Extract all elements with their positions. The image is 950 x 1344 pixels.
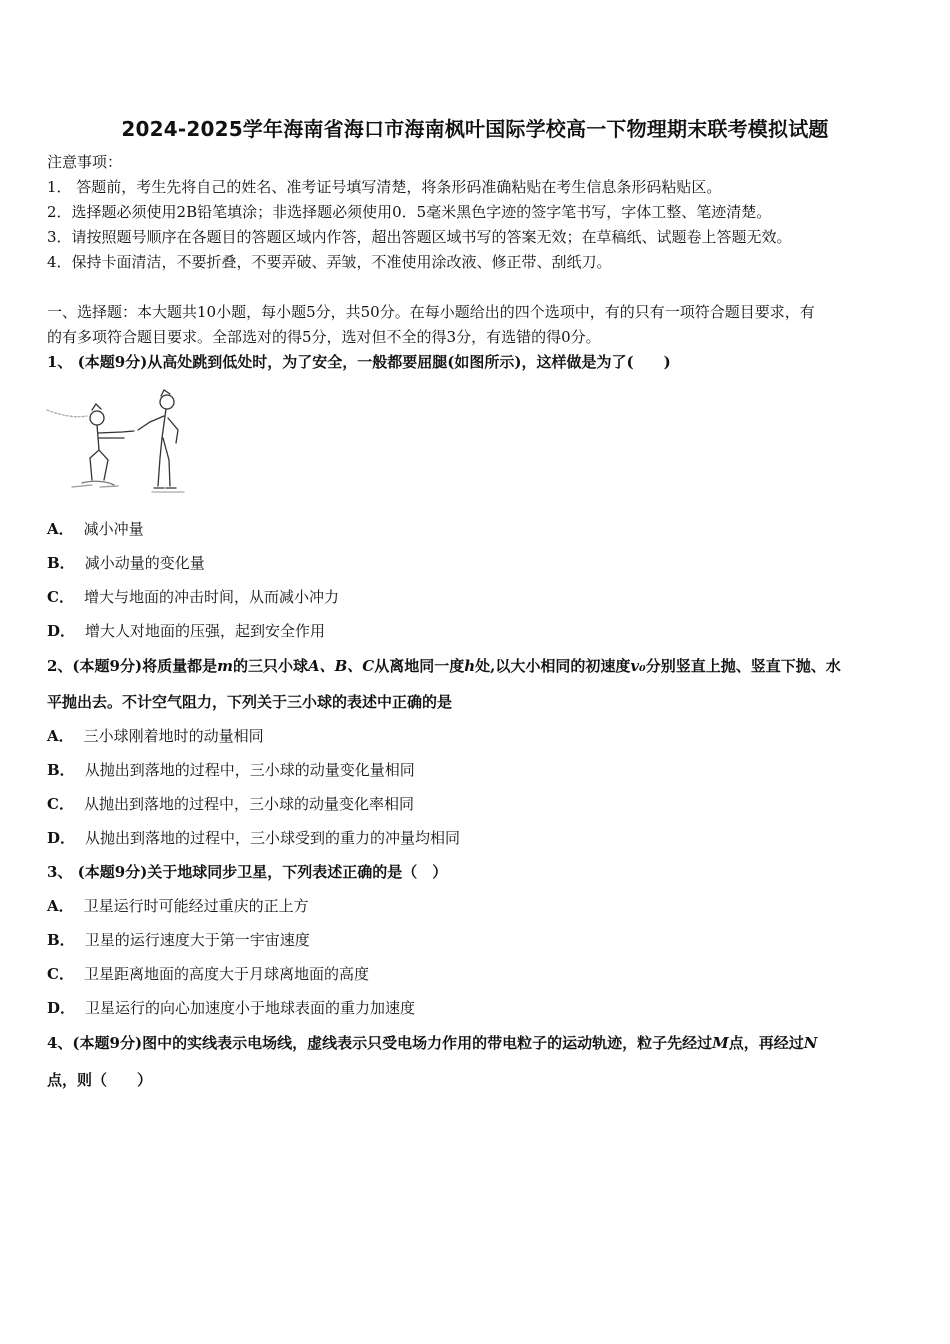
q2-stem-part: 分别竖直上抛、竖直下抛、水 [645, 657, 841, 675]
q3-option-b [47, 930, 310, 950]
option-letter: A． [47, 520, 74, 538]
notice-item-4: 4．保持卡面清洁，不要折叠，不要弄破、弄皱，不准使用涂改液、修正带、刮纸刀。 [47, 253, 612, 271]
option-text: 减小动量的变化量 [84, 554, 205, 572]
option-text: 卫星运行时可能经过重庆的正上方 [83, 897, 309, 915]
option-letter: C． [47, 795, 74, 813]
option-text: 三小球刚着地时的动量相同 [83, 727, 264, 745]
option-text: 增大人对地面的压强，起到安全作用 [85, 622, 326, 640]
question-4-stem-line-2: 点，则（ ） [47, 1071, 153, 1089]
q2-var-h: h [464, 657, 476, 675]
notice-item-3: 3．请按照题号顺序在各题目的答题区域内作答，超出答题区域书写的答案无效；在草稿纸、试题卷上答题无效。 [47, 228, 792, 246]
section-intro-line-1: 一、选择题：本大题共10小题，每小题5分，共50分。在每小题给出的四个选项中，有的只有一项符合题目要求，有 [47, 303, 815, 321]
option-letter: D． [47, 999, 76, 1017]
option-text: 从抛出到落地的过程中，三小球的动量变化量相同 [84, 761, 415, 779]
option-letter: C． [47, 588, 74, 606]
option-letter: A． [47, 897, 74, 915]
option-letter: B． [47, 931, 75, 949]
section-intro-line-2: 的有多项符合题目要求。全部选对的得5分，选对但不全的得3分，有选错的得0分。 [47, 328, 601, 346]
q4-var-n: N [803, 1034, 818, 1052]
notice-item-1: 1． 答题前，考生先将自己的姓名、准考证号填写清楚，将条形码准确粘贴在考生信息条形码粘贴区。 [47, 178, 722, 196]
option-text: 从抛出到落地的过程中，三小球的动量变化率相同 [83, 795, 414, 813]
q2-option-a [47, 726, 264, 746]
q2-stem-part: 处,以大小相同的初速度 [475, 657, 631, 675]
q4-stem-part: 4、(本题9分)图中的实线表示电场线，虚线表示只受电场力作用的带电粒子的运动轨迹，粒子先经过 [47, 1034, 713, 1052]
option-letter: B． [47, 761, 75, 779]
q1-option-d [47, 621, 325, 641]
q1-option-c [47, 587, 339, 607]
option-text: 卫星运行的向心加速度小于地球表面的重力加速度 [85, 999, 416, 1017]
jumping-figure-illustration [42, 388, 192, 500]
option-text: 减小冲量 [83, 520, 144, 538]
q4-stem-part: 点，再经过 [728, 1034, 804, 1052]
q4-var-m: M [712, 1034, 729, 1052]
question-2-stem [47, 656, 841, 676]
q1-option-a [47, 519, 144, 539]
option-letter: C． [47, 965, 74, 983]
q2-option-d [47, 828, 460, 848]
option-letter: D． [47, 622, 76, 640]
q3-option-c [47, 964, 369, 984]
q2-option-c [47, 794, 414, 814]
question-4-stem [47, 1033, 817, 1053]
option-letter: D． [47, 829, 76, 847]
question-2-stem-line-2: 平抛出去。不计空气阻力，下列关于三小球的表述中正确的是 [47, 693, 453, 711]
option-text: 卫星距离地面的高度大于月球离地面的高度 [83, 965, 369, 983]
option-letter: A． [47, 727, 74, 745]
q3-option-a [47, 896, 309, 916]
option-letter: B． [47, 554, 75, 572]
notice-heading: 注意事项： [47, 153, 123, 171]
q2-var-abc: A、B、C [307, 657, 375, 675]
q2-stem-part: 2、(本题9分)将质量都是 [47, 657, 218, 675]
q3-option-d [47, 998, 415, 1018]
q2-stem-part: 的三只小球 [232, 657, 308, 675]
option-text: 卫星的运行速度大于第一宇宙速度 [84, 931, 310, 949]
jumping-figure-icon [42, 388, 192, 500]
option-text: 从抛出到落地的过程中，三小球受到的重力的冲量均相同 [85, 829, 461, 847]
question-3-stem: 3、 (本题9分)关于地球同步卫星，下列表述正确的是（ ） [47, 863, 448, 881]
q2-var-v0: v₀ [630, 657, 646, 675]
option-text: 增大与地面的冲击时间，从而减小冲力 [83, 588, 339, 606]
question-1-stem: 1、 (本题9分)从高处跳到低处时，为了安全，一般都要屈腿(如图所示)，这样做是为了( ) [47, 353, 671, 371]
q2-var-m: m [217, 657, 233, 675]
q1-option-b [47, 553, 205, 573]
page-title: 2024-2025学年海南省海口市海南枫叶国际学校高一下物理期末联考模拟试题 [121, 117, 829, 141]
q2-stem-part: 从离地同一度 [374, 657, 465, 675]
q2-option-b [47, 760, 415, 780]
notice-item-2: 2．选择题必须使用2B铅笔填涂；非选择题必须使用0．5毫米黑色字迹的签字笔书写，字体工整、笔迹清楚。 [47, 203, 772, 221]
